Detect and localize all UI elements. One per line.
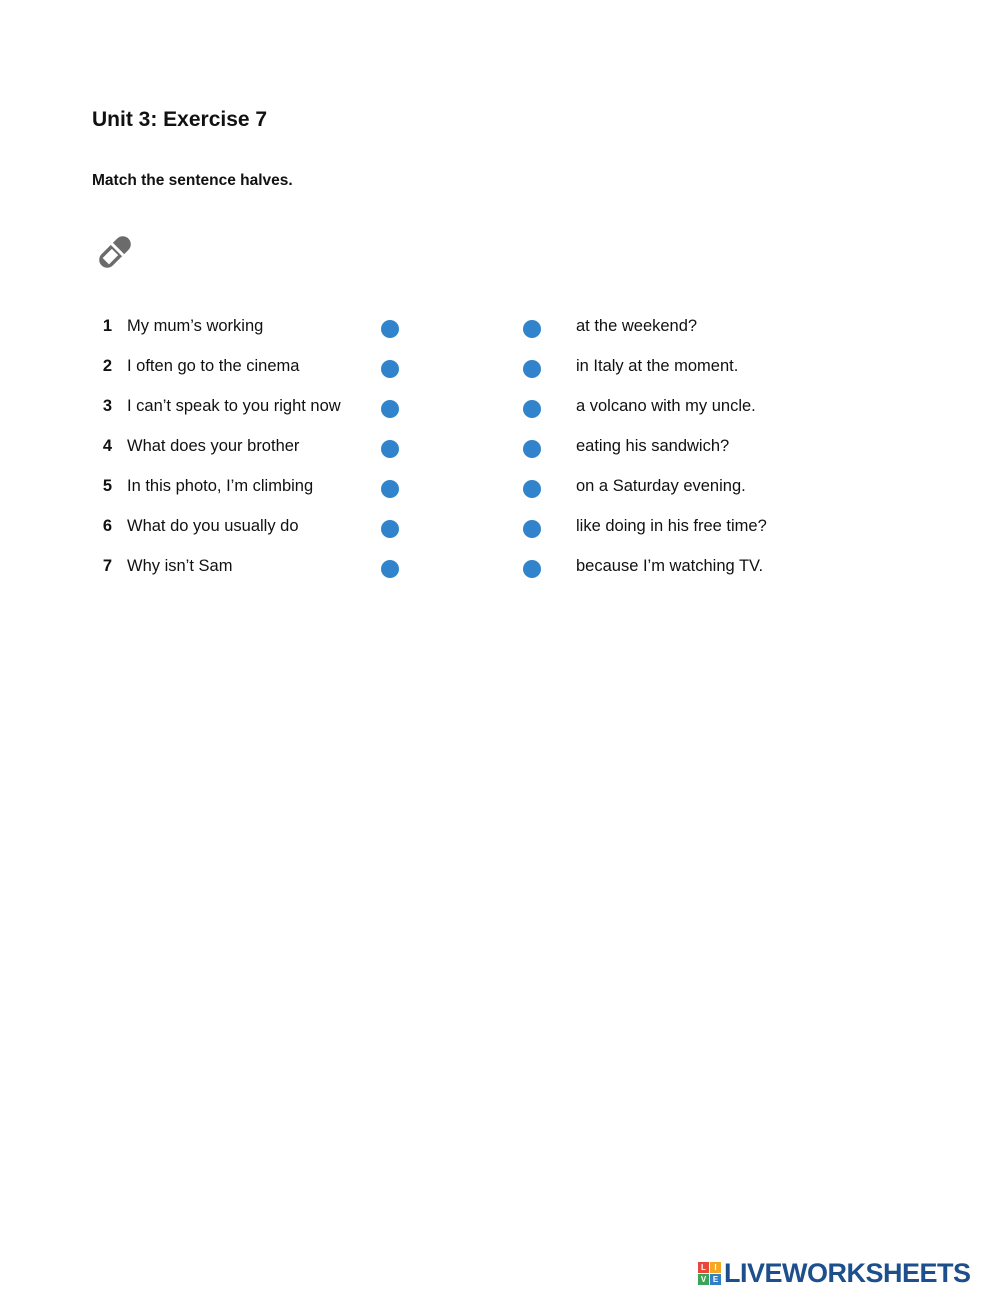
right-half-text: in Italy at the moment.	[576, 357, 739, 375]
matching-list	[0, 316, 1000, 596]
left-half-text: What do you usually do	[127, 517, 299, 535]
left-match-dot[interactable]	[381, 400, 399, 418]
match-row	[0, 556, 1000, 596]
right-half-text: on a Saturday evening.	[576, 477, 746, 495]
right-half-text: a volcano with my uncle.	[576, 397, 756, 415]
item-number: 4	[102, 437, 112, 455]
page-title: Unit 3: Exercise 7	[92, 108, 268, 131]
match-row	[0, 356, 1000, 396]
match-row	[0, 396, 1000, 436]
left-match-dot[interactable]	[381, 480, 399, 498]
item-number: 1	[102, 317, 112, 335]
logo-badge-letter: L	[698, 1262, 709, 1273]
right-half-text: like doing in his free time?	[576, 517, 767, 535]
left-half-text: What does your brother	[127, 437, 300, 455]
logo-badge-letter: V	[698, 1274, 709, 1285]
right-match-dot[interactable]	[523, 320, 541, 338]
left-half-text: I often go to the cinema	[127, 357, 300, 375]
left-half-text: In this photo, I’m climbing	[127, 477, 314, 495]
match-row	[0, 316, 1000, 356]
right-match-dot[interactable]	[523, 360, 541, 378]
left-match-dot[interactable]	[381, 440, 399, 458]
match-row	[0, 476, 1000, 516]
left-half-text: Why isn’t Sam	[127, 557, 233, 575]
right-half-text: at the weekend?	[576, 317, 698, 335]
logo-badge-letter: I	[710, 1262, 721, 1273]
right-match-dot[interactable]	[523, 400, 541, 418]
left-match-dot[interactable]	[381, 560, 399, 578]
item-number: 6	[102, 517, 112, 535]
pencil-icon[interactable]	[94, 232, 136, 272]
match-row	[0, 516, 1000, 556]
right-match-dot[interactable]	[523, 480, 541, 498]
liveworksheets-logo	[698, 1260, 971, 1286]
logo-text: LIVEWORKSHEETS	[724, 1258, 971, 1288]
right-half-text: eating his sandwich?	[576, 437, 730, 455]
match-row	[0, 436, 1000, 476]
left-match-dot[interactable]	[381, 360, 399, 378]
right-match-dot[interactable]	[523, 440, 541, 458]
pencil-icon-graphic	[94, 232, 136, 272]
left-match-dot[interactable]	[381, 320, 399, 338]
left-match-dot[interactable]	[381, 520, 399, 538]
logo-badge-letter: E	[710, 1274, 721, 1285]
left-half-text: I can’t speak to you right now	[127, 397, 341, 415]
left-half-text: My mum’s working	[127, 317, 264, 335]
right-half-text: because I’m watching TV.	[576, 557, 764, 575]
logo-badge-icon	[698, 1262, 721, 1285]
item-number: 5	[102, 477, 112, 495]
item-number: 2	[102, 357, 112, 375]
right-match-dot[interactable]	[523, 560, 541, 578]
item-number: 3	[102, 397, 112, 415]
item-number: 7	[102, 557, 112, 575]
right-match-dot[interactable]	[523, 520, 541, 538]
instruction-text: Match the sentence halves.	[92, 172, 293, 189]
